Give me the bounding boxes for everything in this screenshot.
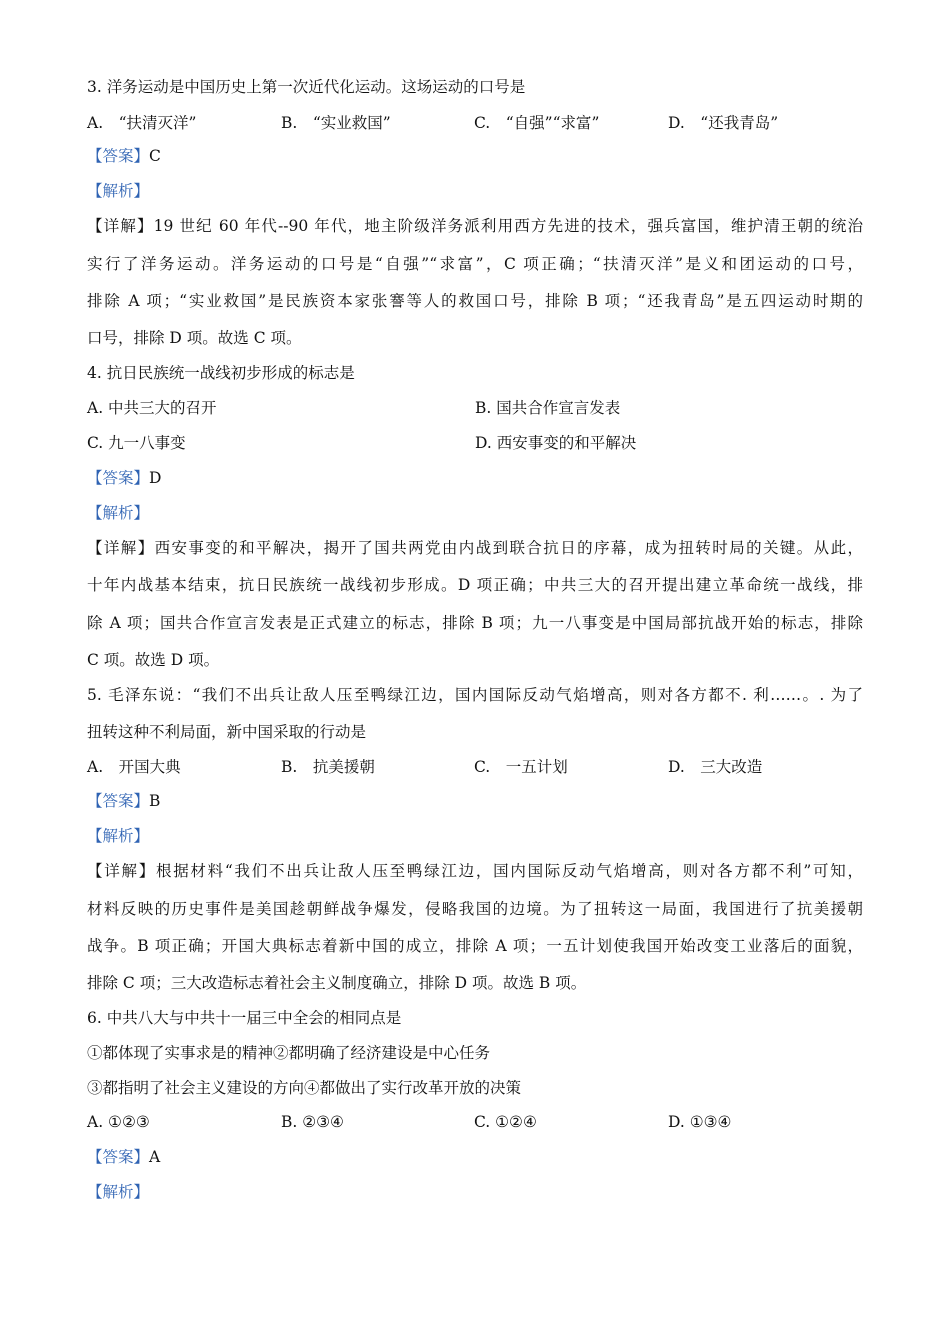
question-3-detail-line: 口号，排除 D 项。故选 C 项。 xyxy=(87,329,302,347)
detail-text: 19 世纪 60 年代--90 年代，地主阶级洋务派利用西方先进的技术，强兵富国，维护清王朝的统治 xyxy=(153,217,863,235)
question-5-detail-line xyxy=(87,861,863,881)
question-3-detail-line: 排除 A 项；“实业救国”是民族资本家张謇等人的救国口号，排除 B 项；“还我青岛”是五四运动时期的 xyxy=(87,292,863,310)
question-6-analysis-label: 【解析】 xyxy=(87,1183,150,1201)
question-5-option-d: D. 三大改造 xyxy=(668,758,763,776)
question-3-option-a: A. “扶清灭洋” xyxy=(87,114,197,132)
answer-label: 【答案】 xyxy=(87,792,150,810)
question-4-detail-line: 十年内战基本结束，抗日民族统一战线初步形成。D 项正确；中共三大的召开提出建立革命统一战线，排 xyxy=(87,576,863,594)
question-4-option-b: B. 国共合作宣言发表 xyxy=(475,399,621,417)
question-4-detail-line xyxy=(87,538,863,558)
question-3-option-c: C. “自强”“求富” xyxy=(474,114,600,132)
question-6-option-a: A. ①②③ xyxy=(87,1113,150,1131)
question-3-analysis-label: 【解析】 xyxy=(87,182,150,200)
answer-value: B xyxy=(149,792,161,810)
question-6-option-d: D. ①③④ xyxy=(668,1113,732,1131)
question-5-answer xyxy=(87,791,160,811)
question-5-detail-line: 排除 C 项；三大改造标志着社会主义制度确立，排除 D 项。故选 B 项。 xyxy=(87,974,587,992)
question-6-option-c: C. ①②④ xyxy=(474,1113,537,1131)
answer-label: 【答案】 xyxy=(87,1148,150,1166)
question-5-stem-line: 扭转这种不利局面，新中国采取的行动是 xyxy=(87,723,367,741)
question-3-detail-line xyxy=(87,216,863,236)
question-4-analysis-label: 【解析】 xyxy=(87,504,150,522)
question-3-answer xyxy=(87,146,161,166)
answer-label: 【答案】 xyxy=(87,147,150,165)
question-6-stem-line: 6. 中共八大与中共十一届三中全会的相同点是 xyxy=(87,1009,402,1027)
detail-label: 【详解】 xyxy=(87,862,156,880)
question-5-option-c: C. 一五计划 xyxy=(474,758,568,776)
question-4-option-a: A. 中共三大的召开 xyxy=(87,399,217,417)
answer-value: A xyxy=(149,1148,161,1166)
question-6-option-b: B. ②③④ xyxy=(281,1113,344,1131)
question-5-analysis-label: 【解析】 xyxy=(87,827,150,845)
question-4-answer xyxy=(87,468,161,488)
question-6-answer xyxy=(87,1147,160,1167)
question-5-option-a: A. 开国大典 xyxy=(87,758,181,776)
detail-label: 【详解】 xyxy=(87,539,155,557)
question-4-option-d: D. 西安事变的和平解决 xyxy=(475,434,637,452)
question-3-option-b: B. “实业救国” xyxy=(281,114,391,132)
question-3-stem: 3. 洋务运动是中国历史上第一次近代化运动。这场运动的口号是 xyxy=(87,78,526,96)
question-4-option-c: C. 九一八事变 xyxy=(87,434,186,452)
question-5-option-b: B. 抗美援朝 xyxy=(281,758,375,776)
question-5-detail-line: 战争。B 项正确；开国大典标志着新中国的成立，排除 A 项；一五计划使我国开始改变工业落后的面貌， xyxy=(87,937,863,955)
question-4-detail-line: 除 A 项；国共合作宣言发表是正式建立的标志，排除 B 项；九一八事变是中国局部抗战开始的标志，排除 xyxy=(87,614,863,632)
question-3-option-d: D. “还我青岛” xyxy=(668,114,779,132)
question-4-detail-line: C 项。故选 D 项。 xyxy=(87,651,220,669)
answer-label: 【答案】 xyxy=(87,469,150,487)
question-6-statement-line: ③都指明了社会主义建设的方向④都做出了实行改革开放的决策 xyxy=(87,1079,522,1097)
question-3-detail-line: 实行了洋务运动。洋务运动的口号是“自强”“求富”，C 项正确；“扶清灭洋”是义和团运动的口号， xyxy=(87,255,863,273)
detail-text: 根据材料“我们不出兵让敌人压至鸭绿江边，国内国际反动气焰增高，则对各方都不利”可知， xyxy=(155,862,863,880)
answer-value: C xyxy=(149,147,161,165)
question-4-stem: 4. 抗日民族统一战线初步形成的标志是 xyxy=(87,364,355,382)
detail-text: 西安事变的和平解决，揭开了国共两党由内战到联合抗日的序幕，成为扭转时局的关键。从此， xyxy=(154,539,863,557)
question-5-detail-line: 材料反映的历史事件是美国趁朝鲜战争爆发，侵略我国的边境。为了扭转这一局面，我国进行了抗美援朝 xyxy=(87,900,863,918)
question-6-statement-line: ①都体现了实事求是的精神②都明确了经济建设是中心任务 xyxy=(87,1044,491,1062)
question-5-stem-line: 5. 毛泽东说：“我们不出兵让敌人压至鸭绿江边，国内国际反动气焰增高，则对各方都不. 利……。. 为了 xyxy=(87,686,863,704)
detail-label: 【详解】 xyxy=(87,217,154,235)
answer-value: D xyxy=(149,469,162,487)
